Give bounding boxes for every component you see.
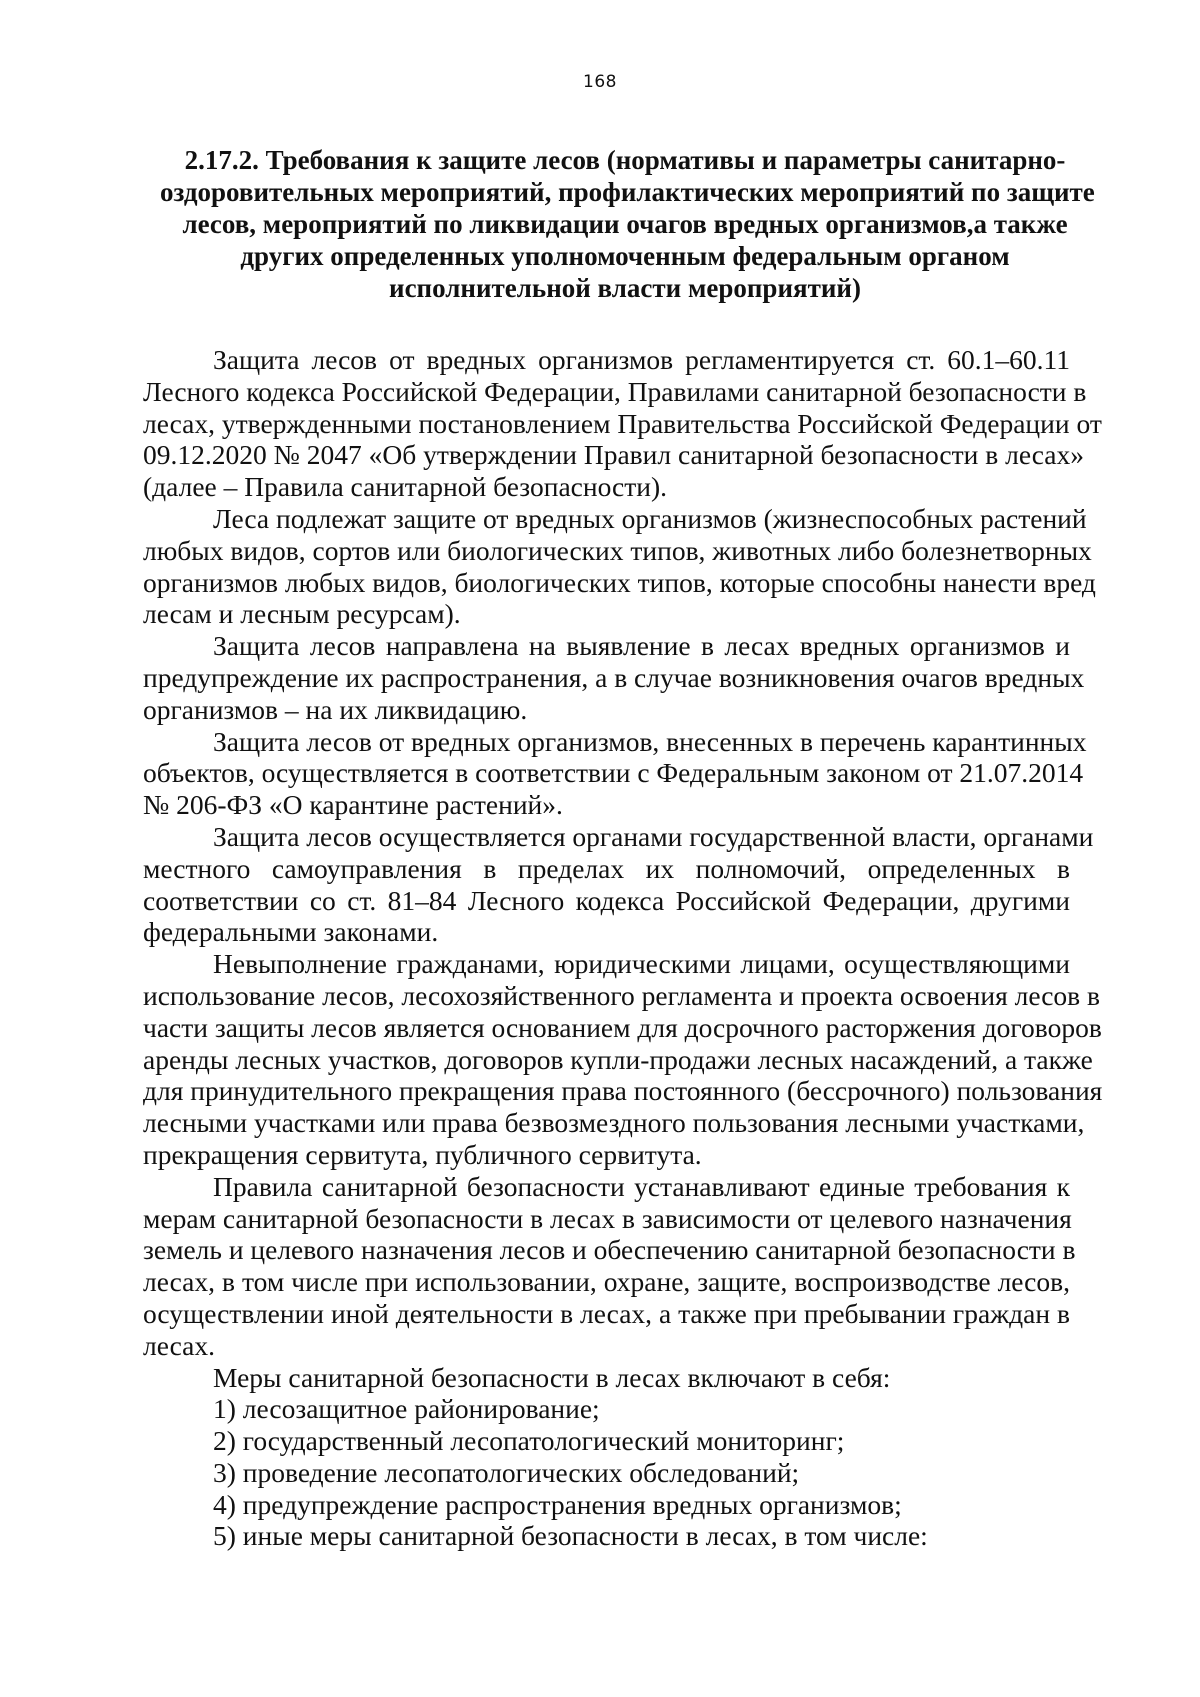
list-item: 4) предупреждение распространения вредных организмов; bbox=[213, 1488, 902, 1520]
text-line: Защита лесов от вредных организмов регламентируется ст. 60.1–60.11 bbox=[213, 344, 1070, 375]
text-line: любых видов, сортов или биологических типов, животных либо болезнетворных bbox=[143, 534, 1092, 566]
paragraph-protection-goal bbox=[143, 630, 1085, 725]
text-line: лесах. bbox=[143, 1329, 215, 1361]
text-line: использование лесов, лесохозяйственного регламента и проекта освоения лесов в bbox=[143, 979, 1101, 1011]
text-line: № 206-ФЗ «О карантине растений». bbox=[143, 789, 563, 821]
text-line: лесам и лесным ресурсам). bbox=[143, 598, 461, 630]
heading-line: других определенных уполномоченным федеральным органом bbox=[240, 241, 1010, 271]
text-line: местного самоуправления в пределах их полномочий, определенных в bbox=[143, 852, 1070, 884]
page-number: 168 bbox=[583, 72, 617, 92]
section-heading bbox=[160, 144, 1095, 304]
body-text bbox=[143, 344, 1103, 1552]
text-line: лесах, утвержденными постановлением Правительства Российской Федерации от bbox=[143, 407, 1102, 439]
paragraph-authorities bbox=[143, 820, 1094, 948]
text-line: организмов – на их ликвидацию. bbox=[143, 693, 528, 725]
paragraph-noncompliance bbox=[143, 948, 1103, 1171]
heading-line: исполнительной власти мероприятий) bbox=[389, 273, 861, 303]
text-line: предупреждение их распространения, а в случае возникновения очагов вредных bbox=[143, 661, 1085, 693]
text-line: Леса подлежат защите от вредных организмов (жизнеспособных растений bbox=[213, 502, 1087, 534]
text-line: прекращения сервитута, публичного сервитута. bbox=[143, 1138, 702, 1170]
heading-line: 2.17.2. Требования к защите лесов (нормативы и параметры санитарно- bbox=[184, 145, 1066, 175]
heading-line: оздоровительных мероприятий, профилактических мероприятий по защите bbox=[160, 177, 1095, 207]
text-line: для принудительного прекращения права постоянного (бессрочного) пользования bbox=[143, 1075, 1103, 1107]
text-line: мерам санитарной безопасности в лесах в зависимости от целевого назначения bbox=[143, 1202, 1072, 1234]
text-line: объектов, осуществляется в соответствии с Федеральным законом от 21.07.2014 bbox=[143, 757, 1084, 789]
text-line: Лесного кодекса Российской Федерации, Правилами санитарной безопасности в bbox=[143, 375, 1087, 407]
paragraph-sanitary-rules bbox=[143, 1170, 1076, 1362]
text-line: Правила санитарной безопасности устанавливают единые требования к bbox=[213, 1170, 1070, 1202]
text-line: земель и целевого назначения лесов и обеспечению санитарной безопасности в bbox=[143, 1234, 1076, 1266]
text-line: лесными участками или права безвозмездного пользования лесными участками, bbox=[143, 1107, 1085, 1139]
text-line: соответствии со ст. 81–84 Лесного кодекса Российской Федерации, другими bbox=[143, 884, 1070, 916]
text-line: Защита лесов от вредных организмов, внесенных в перечень карантинных bbox=[213, 725, 1087, 757]
paragraph-quarantine bbox=[143, 725, 1087, 821]
text-line: осуществлении иной деятельности в лесах, а также при пребывании граждан в bbox=[143, 1297, 1070, 1329]
text-line: Защита лесов осуществляется органами государственной власти, органами bbox=[213, 820, 1094, 852]
text-line: Защита лесов направлена на выявление в лесах вредных организмов и bbox=[213, 630, 1070, 662]
list-item: 2) государственный лесопатологический мониторинг; bbox=[213, 1425, 845, 1457]
text-line: части защиты лесов является основанием для досрочного расторжения договоров bbox=[143, 1011, 1102, 1043]
measures-list bbox=[143, 1362, 1070, 1553]
list-item: 3) проведение лесопатологических обследований; bbox=[213, 1456, 800, 1488]
text-line: организмов любых видов, биологических типов, которые способны нанести вред bbox=[143, 566, 1096, 598]
list-item: 5) иные меры санитарной безопасности в лесах, в том числе: bbox=[213, 1520, 928, 1552]
list-intro: Меры санитарной безопасности в лесах включают в себя: bbox=[213, 1361, 891, 1393]
text-line: (далее – Правила санитарной безопасности). bbox=[143, 471, 667, 503]
paragraph-regulation bbox=[143, 344, 1102, 503]
list-item: 1) лесозащитное районирование; bbox=[213, 1393, 600, 1425]
text-line: Невыполнение гражданами, юридическими лицами, осуществляющими bbox=[213, 948, 1070, 980]
paragraph-protection-subject bbox=[143, 502, 1096, 630]
text-line: федеральными законами. bbox=[143, 916, 439, 948]
text-line: аренды лесных участков, договоров купли-продажи лесных насаждений, а также bbox=[143, 1043, 1093, 1075]
text-line: 09.12.2020 № 2047 «Об утверждении Правил санитарной безопасности в лесах» bbox=[143, 439, 1084, 471]
text-line: лесах, в том числе при использовании, охране, защите, воспроизводстве лесов, bbox=[143, 1266, 1070, 1298]
heading-line: лесов, мероприятий по ликвидации очагов вредных организмов,а также bbox=[182, 209, 1068, 239]
